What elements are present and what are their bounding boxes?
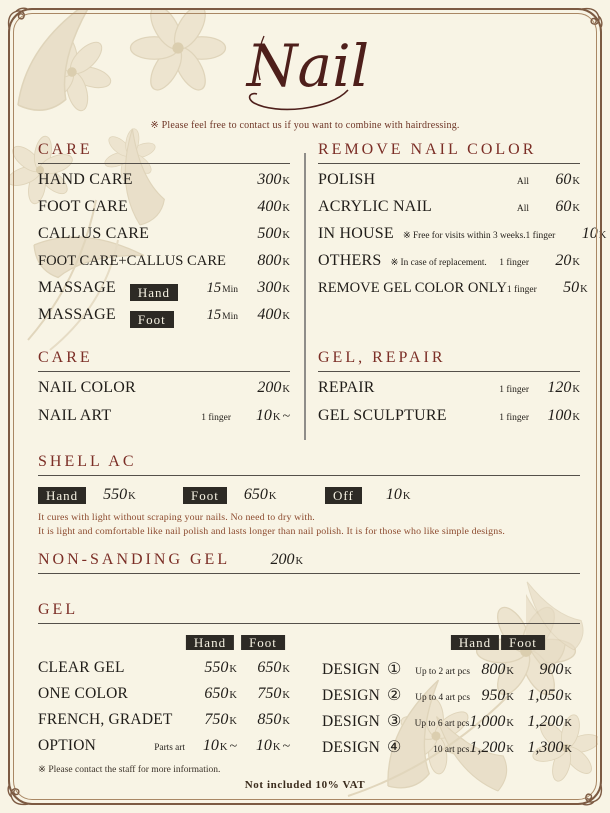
foot-price: 1,200K (527, 713, 572, 730)
item-label: REMOVE GEL COLOR ONLY (318, 280, 507, 296)
section-rule (318, 163, 580, 164)
circled-number: ④ (387, 739, 402, 756)
section-title: REMOVE NAIL COLOR (318, 141, 537, 158)
table-row (322, 737, 572, 763)
foot-price: 10K ~ (255, 737, 290, 754)
menu-item (38, 252, 290, 279)
hand-price: 650K (204, 685, 237, 702)
section-title: CARE (38, 141, 93, 158)
foot-badge: Foot (130, 311, 174, 328)
shellac-description-line1: It cures with light without scraping your nails. No need to dry with. (38, 512, 315, 523)
item-price: 60K (555, 171, 580, 188)
item-price: 300K (257, 171, 290, 188)
foot-price: 900K (539, 661, 572, 678)
foot-column-header: Foot (241, 634, 285, 652)
item-price: 200K (270, 551, 304, 568)
corner-flourish-icon (578, 6, 604, 32)
item-label: CALLUS CARE (38, 225, 150, 242)
item-qualifier: All (516, 204, 529, 214)
foot-price: 750K (257, 685, 290, 702)
item-label: ONE COLOR (38, 685, 129, 702)
item-price: 120K (547, 379, 580, 396)
staff-footnote: ※ Please contact the staff for more information. (38, 765, 221, 775)
section-rule (38, 623, 580, 624)
item-qualifier: 1 finger (525, 231, 556, 241)
shellac-description (38, 511, 580, 538)
section-title: NON-SANDING GEL 200K (38, 551, 304, 568)
item-label: OPTION (38, 737, 97, 754)
table-row (322, 685, 572, 711)
vat-note: Not included 10% VAT (244, 779, 366, 791)
table-row (38, 685, 290, 711)
menu-item (38, 407, 290, 435)
section-gel (38, 601, 580, 761)
item-label: DESIGN ② (322, 687, 402, 704)
off-badge: Off (325, 487, 362, 504)
item-label: FRENCH, GRADET (38, 711, 173, 728)
column-divider (304, 153, 306, 440)
circled-number: ① (387, 661, 402, 678)
hand-price: 950K (481, 687, 514, 704)
item-qualifier: Up to 6 art pcs (414, 719, 470, 729)
menu-item (318, 171, 580, 198)
section-rule (38, 163, 290, 164)
menu-item (38, 306, 290, 333)
hand-price: 550K (204, 659, 237, 676)
logo-text: Nail (246, 32, 370, 100)
item-qualifier: Up to 2 art pcs (415, 667, 470, 677)
header-note: ※ Please feel free to contact us if you want to combine with hairdressing. (150, 120, 460, 131)
hand-column-header: Hand (186, 634, 234, 652)
section-rule (38, 573, 580, 574)
table-row (322, 659, 572, 685)
menu-item (38, 198, 290, 225)
table-row (38, 711, 290, 737)
item-qualifier: 1 finger (499, 413, 529, 423)
item-label: FOOT CARE+CALLUS CARE (38, 253, 226, 269)
item-qualifier: 1 finger (506, 285, 537, 295)
item-label: REPAIR (318, 379, 375, 396)
item-label: GEL SCULPTURE (318, 407, 447, 424)
item-qualifier: Up to 4 art pcs (415, 693, 470, 703)
section-rule (318, 371, 580, 372)
section-title: CARE (38, 349, 93, 366)
section-gel-repair (318, 349, 580, 435)
item-price: 60K (555, 198, 580, 215)
hand-price: 750K (204, 711, 237, 728)
corner-flourish-icon (578, 781, 604, 807)
foot-price: 1,300K (527, 739, 572, 756)
item-price: 500K (257, 225, 290, 242)
menu-item (318, 252, 580, 279)
item-price: 20K (555, 252, 580, 269)
item-qualifier: Parts art (154, 743, 185, 753)
section-rule (38, 371, 290, 372)
circled-number: ③ (387, 713, 402, 730)
item-label: IN HOUSE (318, 225, 394, 242)
item-price: 650K (243, 486, 277, 503)
item-price: 10K (581, 225, 607, 242)
foot-price: 1,050K (527, 687, 572, 704)
shellac-off-option (325, 486, 410, 504)
logo (0, 22, 610, 123)
item-qualifier: 10 art pcs (433, 745, 470, 755)
item-duration: 15Min (206, 280, 238, 296)
item-label: MASSAGE (38, 279, 116, 296)
menu-item (38, 171, 290, 198)
item-qualifier: All (516, 177, 529, 187)
item-price: 400K (257, 198, 290, 215)
hand-price: 10K ~ (202, 737, 237, 754)
gel-price-table-left (38, 659, 290, 763)
item-duration: 15Min (206, 307, 238, 323)
foot-column-header: Foot (501, 634, 545, 652)
foot-price: 650K (257, 659, 290, 676)
section-remove-nail-color (318, 141, 607, 306)
menu-item (318, 279, 588, 306)
section-non-sanding-gel (38, 551, 580, 574)
item-label: DESIGN ① (322, 661, 402, 678)
table-row (38, 659, 290, 685)
section-care (38, 141, 290, 333)
item-price: 10K ~ (255, 407, 290, 424)
table-row (38, 737, 290, 763)
item-label: DESIGN ③ (322, 713, 402, 730)
menu-item (38, 379, 290, 407)
item-label: CLEAR GEL (38, 659, 125, 676)
hand-badge: Hand (38, 487, 86, 504)
hand-price: 1,000K (469, 713, 514, 730)
item-note: ※ In case of replacement. (390, 258, 487, 268)
item-label: MASSAGE (38, 306, 116, 323)
section-title: SHELL AC (38, 453, 137, 470)
section-shellac (38, 453, 580, 538)
item-label: FOOT CARE (38, 198, 128, 215)
item-label: OTHERS (318, 252, 382, 269)
item-price: 50K (563, 279, 588, 296)
hand-column-header: Hand (451, 634, 499, 652)
item-price: 800K (257, 252, 290, 269)
hand-badge: Hand (130, 284, 178, 301)
shellac-hand-option (38, 486, 183, 504)
menu-item (38, 279, 290, 306)
corner-flourish-icon (6, 6, 32, 32)
foot-badge: Foot (183, 487, 227, 504)
hand-price: 800K (481, 661, 514, 678)
item-qualifier: 1 finger (499, 385, 529, 395)
item-price: 100K (547, 407, 580, 424)
menu-item (318, 407, 580, 435)
corner-flourish-icon (6, 781, 32, 807)
item-label: ACRYLIC NAIL (318, 198, 432, 215)
menu-item (318, 379, 580, 407)
section-title: GEL (38, 601, 79, 618)
gel-price-table-right (322, 659, 580, 763)
hand-price: 1,200K (469, 739, 514, 756)
shellac-foot-option (183, 486, 325, 504)
item-label: NAIL ART (38, 407, 112, 424)
section-rule (38, 475, 580, 476)
item-price: 10K (385, 486, 411, 503)
item-price: 550K (103, 486, 136, 503)
item-label: NAIL COLOR (38, 379, 136, 396)
item-label: POLISH (318, 171, 376, 188)
item-qualifier: 1 finger (499, 258, 529, 268)
item-price: 300K (257, 279, 290, 296)
table-row (322, 711, 572, 737)
menu-item (318, 198, 580, 225)
shellac-description-line2: It is light and comfortable like nail polish and lasts longer than nail polish. It is for those who like simple designs. (38, 525, 505, 537)
foot-price: 850K (257, 711, 290, 728)
nail-script-logo (180, 22, 430, 118)
item-note: ※ Free for visits within 3 weeks. (402, 231, 526, 241)
menu-item (38, 225, 290, 252)
item-price: 200K (257, 379, 290, 396)
item-qualifier: 1 finger (201, 413, 231, 423)
item-label: DESIGN ④ (322, 739, 402, 756)
circled-number: ② (387, 687, 402, 704)
section-care-color (38, 349, 290, 435)
section-title: GEL, REPAIR (318, 349, 446, 366)
item-price: 400K (257, 306, 290, 323)
item-label: HAND CARE (38, 171, 133, 188)
menu-item (318, 225, 607, 252)
